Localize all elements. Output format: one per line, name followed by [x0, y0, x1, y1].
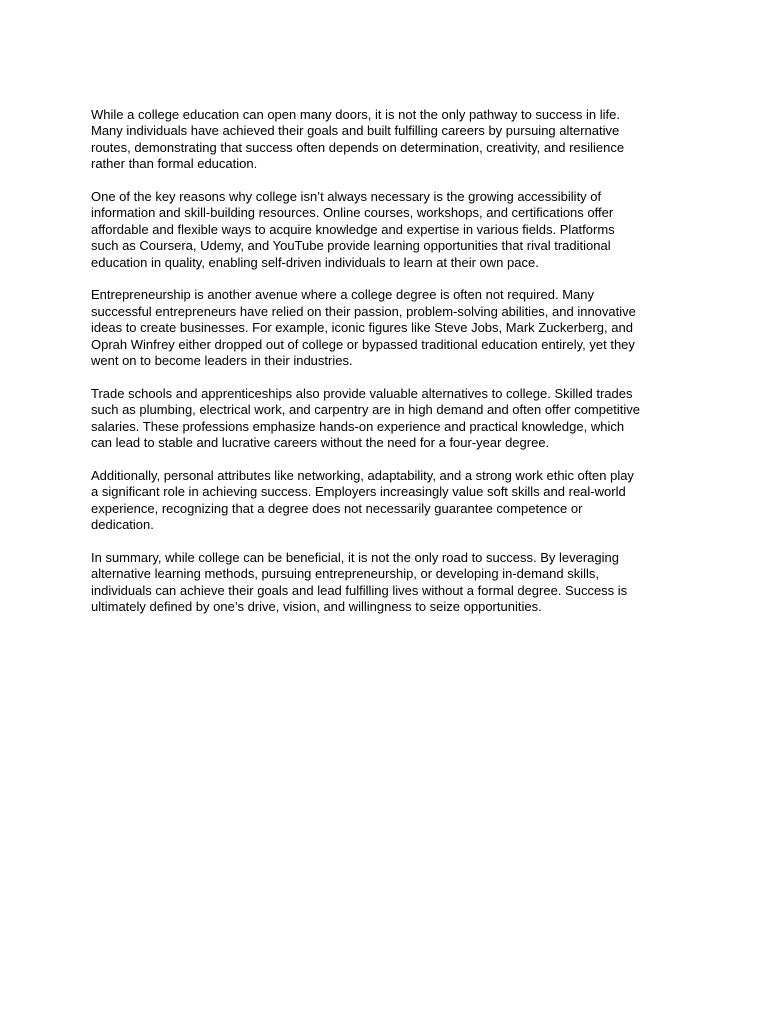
- text-line: One of the key reasons why college isn’t always necessary is the growing accessibility of: [91, 189, 602, 205]
- paragraph-intro: [91, 107, 691, 173]
- text-line: While a college education can open many doors, it is not the only pathway to success in life.: [91, 107, 620, 122]
- text-line: ideas to create businesses. For example, iconic figures like Steve Jobs, Mark Zuckerberg, and: [91, 320, 633, 336]
- text-line: Additionally, personal attributes like networking, adaptability, and a strong work ethic often play: [91, 467, 634, 483]
- text-line: alternative learning methods, pursuing entrepreneurship, or developing in-demand skills,: [91, 566, 600, 582]
- text-line: went on to become leaders in their industries.: [91, 353, 353, 369]
- text-line: salaries. These professions emphasize hands-on experience and practical knowledge, which: [91, 418, 625, 434]
- text-line: such as plumbing, electrical work, and carpentry are in high demand and often offer competitive: [91, 402, 640, 418]
- text-line: ultimately defined by one’s drive, vision, and willingness to seize opportunities.: [91, 599, 542, 615]
- text-line: Entrepreneurship is another avenue where a college degree is often not required. Many: [91, 287, 594, 303]
- text-line: information and skill-building resources. Online courses, workshops, and certifications offer: [91, 205, 614, 221]
- text-line: education in quality, enabling self-driven individuals to learn at their own pace.: [91, 254, 539, 270]
- text-line: affordable and flexible ways to acquire knowledge and expertise in various fields. Platforms: [91, 221, 615, 237]
- document-body: [91, 107, 691, 632]
- paragraph-soft-skills: [91, 468, 691, 534]
- text-line: routes, demonstrating that success often depends on determination, creativity, and resilience: [91, 139, 625, 155]
- text-line: experience, recognizing that a degree does not necessarily guarantee competence or: [91, 500, 583, 516]
- text-line: Trade schools and apprenticeships also provide valuable alternatives to college. Skilled trades: [91, 385, 633, 401]
- paragraph-entrepreneurship: [91, 287, 691, 369]
- text-line: In summary, while college can be beneficial, it is not the only road to success. By leveraging: [91, 549, 619, 565]
- text-line: a significant role in achieving success. Employers increasingly value soft skills and real-world: [91, 484, 626, 500]
- text-line: dedication.: [91, 517, 154, 533]
- text-line: rather than formal education.: [91, 156, 258, 172]
- text-line: such as Coursera, Udemy, and YouTube provide learning opportunities that rival traditional: [91, 238, 611, 254]
- paragraph-summary: [91, 550, 691, 616]
- text-line: Many individuals have achieved their goals and built fulfilling careers by pursuing alternative: [91, 123, 620, 139]
- text-line: individuals can achieve their goals and lead fulfilling lives without a formal degree. Success is: [91, 582, 628, 598]
- text-line: successful entrepreneurs have relied on their passion, problem-solving abilities, and innovative: [91, 303, 636, 319]
- paragraph-accessibility: [91, 189, 691, 271]
- text-line: Oprah Winfrey either dropped out of college or bypassed traditional education entirely, yet they: [91, 336, 635, 352]
- paragraph-trades: [91, 386, 691, 452]
- text-line: can lead to stable and lucrative careers without the need for a four-year degree.: [91, 435, 550, 451]
